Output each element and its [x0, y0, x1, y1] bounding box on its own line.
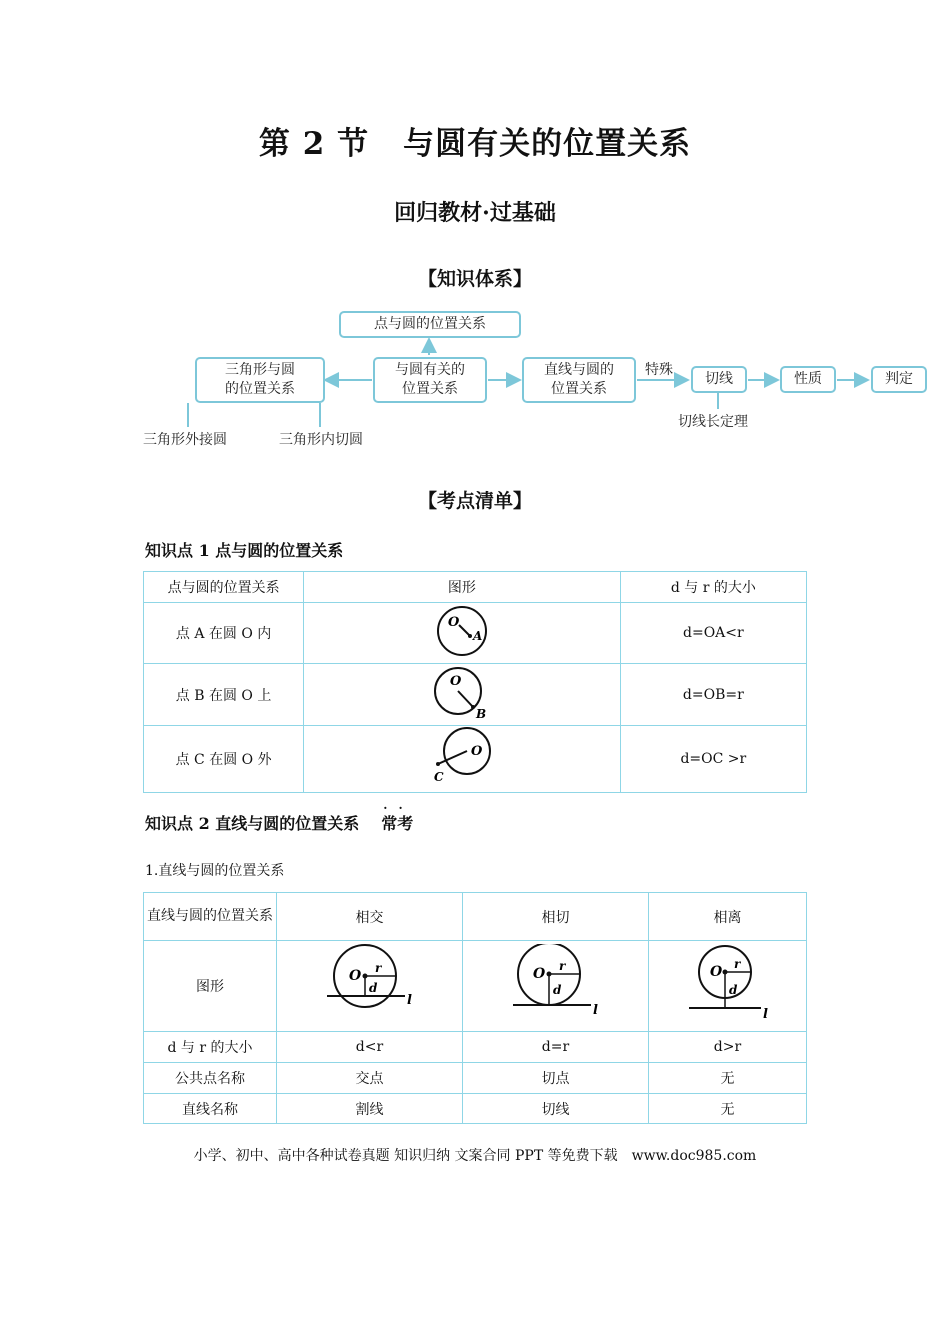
table-cell: 无 [649, 1094, 807, 1124]
svg-text:O: O [449, 673, 462, 689]
table-cell: d=OA<r [620, 603, 806, 664]
footer-url[interactable]: www.doc985.com [631, 1148, 757, 1164]
svg-text:O: O [532, 966, 545, 982]
kp1-title: 知识点 1 点与圆的位置关系 [145, 541, 344, 560]
table-header-row [144, 572, 807, 603]
table-cell: d=OC >r [620, 726, 806, 793]
diagram-label-special: 特殊 [645, 362, 673, 378]
figure-cell [463, 941, 649, 1032]
table-line-circle [143, 892, 807, 1124]
table-header-row [144, 893, 807, 941]
table-header-cell: 图形 [304, 572, 621, 603]
table-row [144, 1094, 807, 1124]
diagram-box-judge: 判定 [871, 366, 927, 393]
table-cell: d=OB=r [620, 664, 806, 726]
table-cell: 图形 [144, 941, 277, 1032]
svg-text:C: C [433, 770, 444, 784]
line-separate-figure [683, 944, 773, 1024]
svg-text:O: O [709, 964, 722, 980]
diagram-label-tangent-theorem: 切线长定理 [678, 414, 748, 430]
kp2-title [145, 801, 414, 834]
figure-cell [304, 664, 621, 726]
table-point-circle [143, 571, 807, 793]
table-header-cell: 相交 [277, 893, 463, 941]
table-row [144, 664, 807, 726]
section-knowledge-heading: 【知识体系】 [417, 268, 532, 290]
line-tangent-figure [511, 944, 601, 1024]
table-cell: 直线名称 [144, 1094, 277, 1124]
kp2-subheading: 1.直线与圆的位置关系 [145, 863, 285, 879]
figure-cell [649, 941, 807, 1032]
table-header-cell: d 与 r 的大小 [620, 572, 806, 603]
point-on-figure [430, 665, 494, 721]
kp2-tag: ·· 常考 [381, 801, 414, 833]
table-row [144, 941, 807, 1032]
svg-text:A: A [472, 629, 483, 643]
diagram-box-center: 与圆有关的 位置关系 [373, 357, 487, 403]
table-cell: d=r [463, 1032, 649, 1063]
section-points-heading: 【考点清单】 [417, 490, 532, 512]
figure-cell [304, 603, 621, 664]
table-header-cell: 相离 [649, 893, 807, 941]
svg-text:d: d [368, 981, 377, 995]
footer-text: 小学、初中、高中各种试卷真题 知识归纳 文案合同 PPT 等免费下载 [193, 1148, 618, 1164]
kp2-title-text: 知识点 2 直线与圆的位置关系 [145, 814, 360, 833]
svg-text:r: r [733, 957, 740, 971]
table-cell: 点 B 在圆 O 上 [144, 664, 304, 726]
table-cell: 切线 [463, 1094, 649, 1124]
table-row [144, 1063, 807, 1094]
title-section-number: 第 2 节 [258, 126, 370, 162]
svg-text:l: l [762, 1007, 768, 1022]
table-header-cell: 直线与圆的位置关系 [144, 893, 277, 941]
page-footer [0, 1145, 950, 1165]
svg-text:O: O [348, 968, 361, 984]
table-cell: 无 [649, 1063, 807, 1094]
diagram-box-property: 性质 [780, 366, 836, 393]
diagram-label-incircle: 三角形内切圆 [279, 432, 363, 448]
table-cell: d<r [277, 1032, 463, 1063]
page-subtitle: 回归教材·过基础 [394, 200, 556, 226]
diagram-box-triangle-circle: 三角形与圆 的位置关系 [195, 357, 325, 403]
table-cell: 公共点名称 [144, 1063, 277, 1094]
svg-text:d: d [728, 983, 737, 997]
diagram-label-circumcircle: 三角形外接圆 [143, 432, 227, 448]
svg-text:l: l [592, 1003, 598, 1018]
page-title [0, 118, 950, 163]
table-row [144, 726, 807, 793]
table-cell: 割线 [277, 1094, 463, 1124]
point-inside-figure [432, 603, 492, 659]
svg-text:d: d [552, 983, 561, 997]
table-row [144, 603, 807, 664]
svg-text:r: r [374, 961, 381, 975]
title-topic: 与圆有关的位置关系 [403, 126, 692, 162]
table-cell: 点 A 在圆 O 内 [144, 603, 304, 664]
table-row [144, 1032, 807, 1063]
figure-cell [277, 941, 463, 1032]
table-cell: 切点 [463, 1063, 649, 1094]
diagram-box-point-circle: 点与圆的位置关系 [339, 311, 521, 338]
diagram-box-tangent: 切线 [691, 366, 747, 393]
figure-cell [304, 726, 621, 793]
svg-text:O: O [470, 744, 483, 759]
point-outside-figure [429, 727, 495, 787]
diagram-box-line-circle: 直线与圆的 位置关系 [522, 357, 636, 403]
svg-text:O: O [447, 615, 460, 630]
table-cell: d 与 r 的大小 [144, 1032, 277, 1063]
table-cell: d>r [649, 1032, 807, 1063]
svg-text:B: B [475, 706, 487, 721]
table-cell: 交点 [277, 1063, 463, 1094]
table-header-cell: 相切 [463, 893, 649, 941]
knowledge-diagram [140, 305, 940, 455]
svg-text:r: r [558, 959, 565, 973]
line-intersect-figure [325, 944, 415, 1024]
svg-text:l: l [406, 993, 412, 1008]
table-cell: 点 C 在圆 O 外 [144, 726, 304, 793]
table-header-cell: 点与圆的位置关系 [144, 572, 304, 603]
